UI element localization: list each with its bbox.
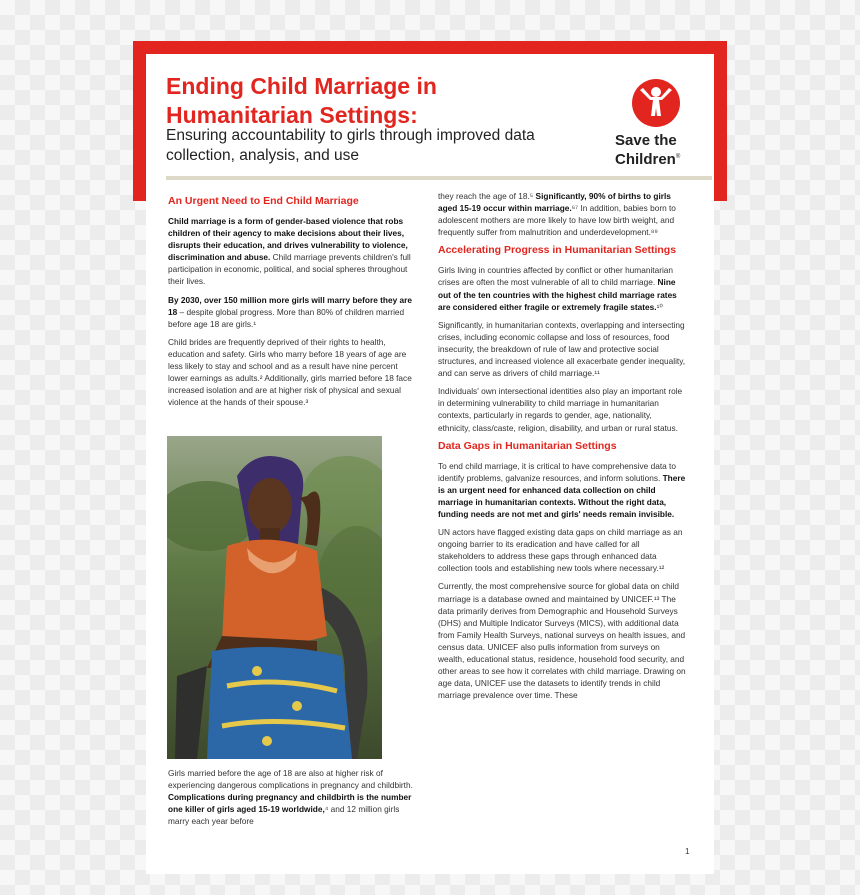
logo-wordmark: Save the Children®	[615, 132, 681, 168]
paragraph: By 2030, over 150 million more girls will marry before they are 18 – despite global progress. More than 80% of children married before age 18 are girls.¹	[168, 294, 412, 329]
paragraph: To end child marriage, it is critical to have comprehensive data to identify problems, galvanize resources, and inform solutions. There is an urgent need for enhanced data collection on child marriage in humanitarian contexts. Without the right data, funding needs are not met and girls' needs remain invisible.	[438, 460, 686, 519]
section-heading-data-gaps: Data Gaps in Humanitarian Settings	[438, 439, 617, 452]
paragraph: Currently, the most comprehensive source for global data on child marriage is a database owned and maintained by UNICEF.¹³ The data primarily derives from Demographic and Household Surveys (DHS) and Multiple Indicator Surveys (MICS), with additional data from Family Health Surveys, national surveys on health issues, and census data. UNICEF also pulls information from surveys on wealth, educational status, residence, household food security, and other areas to see how it correlates with child marriage. Drawing on age data, UNICEF use the datasets to identify trends in child marriage prevalence over time. These	[438, 581, 686, 701]
page-title: Ending Child Marriage in Humanitarian Settings:	[166, 73, 437, 128]
paragraph: Significantly, in humanitarian contexts, overlapping and intersecting crises, including economic collapse and loss of resources, food insecurity, the breakdown of rule of law and protective social structures, and increased violence all exacerbate gender inequality, and can serve as drivers of child marriage.¹¹	[438, 319, 686, 379]
save-the-children-logo	[611, 78, 701, 168]
right-column	[438, 190, 686, 707]
paragraph: Individuals' own intersectional identities also play an important role in determining vulnerability to child marriage in humanitarian contexts, particularly in regards to gender, age, nationality, ethnicity, class/caste, religion, disability, and urban or rural status.	[438, 386, 683, 433]
paragraph: they reach the age of 18.⁵ Significantly, 90% of births to girls aged 15-19 occur within marriage.⁶⁷ In addition, babies born to adolescent mothers are more likely to have low birth weight, and frequently suffer from malnutrition and underdevelopment.⁸⁹	[438, 191, 676, 238]
left-column	[168, 195, 414, 414]
page-subtitle: Ensuring accountability to girls through improved data collection, analysis, and use	[166, 127, 535, 164]
paragraph: UN actors have flagged existing data gaps on child marriage as an ongoing barrier to its eradication and have called for all stakeholders to address these gaps through enhanced data collection tools and establishing new tools where necessary.¹²	[438, 527, 683, 574]
paragraph: Child marriage is a form of gender-based violence that robs children of their agency to make decisions about their lives, disrupts their education, and drives vulnerability to violence, discrimination and abuse. Child marriage prevents children's full participation in economic, political, and social spheres throughout their lives.	[168, 216, 411, 287]
paragraph: Child brides are frequently deprived of their rights to health, education and safety. Girls who marry before 18 years of age are less likely to stay and school and as a result have nine percent lower earnings as adults.² Additionally, girls married before 18 face increased isolation and are at higher risk of physical and sexual violence at the hands of their spouse.³	[168, 336, 412, 408]
page-number: 1	[685, 847, 690, 856]
photo-caption-text: Girls married before the age of 18 are also at higher risk of experiencing dangerous complications in pregnancy and childbirth. Complications during pregnancy and childbirth is the number one killer of girls aged 15-19 worldwide,⁴ and 12 million girls marry each year before	[168, 768, 413, 827]
document-page	[146, 54, 714, 874]
child-figure-icon	[631, 78, 681, 128]
section-heading-accelerating-progress: Accelerating Progress in Humanitarian Settings	[438, 244, 677, 257]
section-heading-urgent-need: An Urgent Need to End Child Marriage	[168, 195, 359, 207]
girl-portrait-photo	[167, 436, 382, 759]
paragraph: Girls living in countries affected by conflict or other humanitarian crises are often the most vulnerable of all to child marriage. Nine out of the ten countries with the highest child marriage rates are considered either fragile or extremely fragile states.¹⁰	[438, 265, 677, 312]
header-divider	[166, 176, 712, 180]
